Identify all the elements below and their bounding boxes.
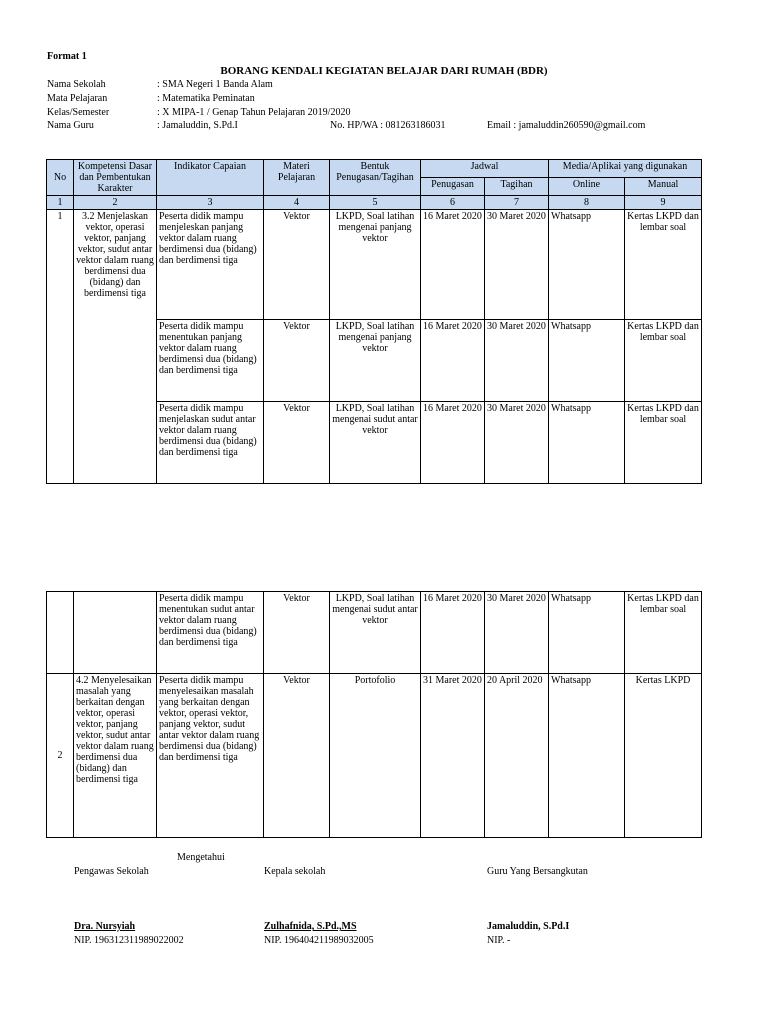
kepala-title: Kepala sekolah — [264, 866, 326, 877]
row-indikator: Peserta didik mampu menentukan sudut antar vektor dalam ruang berdimensi dua (bidang) dan berdimensi tiga — [157, 592, 264, 674]
format-label: Format 1 — [47, 51, 87, 62]
row-materi: Vektor — [264, 320, 330, 402]
row-bentuk: LKPD, Soal latihan mengenai panjang vektor — [330, 320, 421, 402]
row-indikator: Peserta didik mampu menentukan panjang vektor dalam ruang berdimensi dua (bidang) dan berdimensi tiga — [157, 320, 264, 402]
header-no: No — [47, 160, 74, 196]
school-value: : SMA Negeri 1 Banda Alam — [157, 79, 273, 90]
table-row — [47, 592, 702, 674]
row-penugasan: 16 Maret 2020 — [421, 320, 485, 402]
row-penugasan: 31 Maret 2020 — [421, 674, 485, 838]
teacher-phone: No. HP/WA : 081263186031 — [330, 120, 446, 131]
table-row — [47, 674, 702, 838]
header-online: Online — [549, 178, 625, 196]
row-indikator: Peserta didik mampu menjelaskan sudut antar vektor dalam ruang berdimensi dua (bidang) dan berdimensi tiga — [157, 402, 264, 484]
header-penugasan: Penugasan — [421, 178, 485, 196]
header-indikator: Indikator Capaian — [157, 160, 264, 196]
row-manual: Kertas LKPD dan lembar soal — [625, 320, 702, 402]
col-num-1: 1 — [47, 196, 74, 210]
col-num-9: 9 — [625, 196, 702, 210]
row-kd: 4.2 Menyelesaikan masalah yang berkaitan dengan vektor, operasi vektor, panjang vektor, sudut antar vektor dalam ruang berdimensi dua (bidang) dan berdimensi tiga — [74, 674, 157, 838]
row-online: Whatsapp — [549, 674, 625, 838]
row-materi: Vektor — [264, 592, 330, 674]
row-bentuk: Portofolio — [330, 674, 421, 838]
row-tagihan: 30 Maret 2020 — [485, 320, 549, 402]
header-media: Media/Aplikai yang digunakan — [549, 160, 702, 178]
header-materi: Materi Pelajaran — [264, 160, 330, 196]
row-online: Whatsapp — [549, 402, 625, 484]
col-num-3: 3 — [157, 196, 264, 210]
header-jadwal: Jadwal — [421, 160, 549, 178]
pengawas-nip: NIP. 196312311989022002 — [74, 935, 184, 946]
col-num-7: 7 — [485, 196, 549, 210]
row-penugasan: 16 Maret 2020 — [421, 592, 485, 674]
row-bentuk: LKPD, Soal latihan mengenai sudut antar vektor — [330, 402, 421, 484]
header-tagihan: Tagihan — [485, 178, 549, 196]
row-bentuk: LKPD, Soal latihan mengenai sudut antar vektor — [330, 592, 421, 674]
header-bentuk: Bentuk Penugasan/Tagihan — [330, 160, 421, 196]
header-manual: Manual — [625, 178, 702, 196]
row-no: 2 — [47, 674, 74, 838]
row-tagihan: 30 Maret 2020 — [485, 210, 549, 320]
row-kd — [74, 592, 157, 674]
row-tagihan: 30 Maret 2020 — [485, 592, 549, 674]
page-title: BORANG KENDALI KEGIATAN BELAJAR DARI RUMAH (BDR) — [220, 65, 548, 77]
pengawas-title: Pengawas Sekolah — [74, 866, 149, 877]
teacher-label: Nama Guru — [47, 120, 94, 131]
col-num-4: 4 — [264, 196, 330, 210]
teacher-value: : Jamaluddin, S.Pd.I — [157, 120, 238, 131]
guru-name: Jamaluddin, S.Pd.I — [487, 921, 570, 932]
row-materi: Vektor — [264, 674, 330, 838]
row-manual: Kertas LKPD dan lembar soal — [625, 210, 702, 320]
kepala-name: Zulhafnida, S.Pd.,MS — [264, 921, 357, 932]
guru-title: Guru Yang Bersangkutan — [487, 866, 588, 877]
row-no: 1 — [47, 210, 74, 484]
row-manual: Kertas LKPD dan lembar soal — [625, 402, 702, 484]
subject-value: : Matematika Peminatan — [157, 93, 255, 104]
col-num-6: 6 — [421, 196, 485, 210]
col-num-5: 5 — [330, 196, 421, 210]
row-no — [47, 592, 74, 674]
row-indikator: Peserta didik mampu menyelesaikan masalah yang berkaitan dengan vektor, operasi vektor, panjang vektor, sudut antar vektor dalam ruang berdimensi dua (bidang) dan berdimensi tiga — [157, 674, 264, 838]
col-num-2: 2 — [74, 196, 157, 210]
row-bentuk: LKPD, Soal latihan mengenai panjang vektor — [330, 210, 421, 320]
table-row — [47, 210, 702, 320]
subject-label: Mata Pelajaran — [47, 93, 108, 104]
mengetahui-label: Mengetahui — [177, 852, 225, 863]
teacher-email: Email : jamaluddin260590@gmail.com — [487, 120, 646, 131]
row-tagihan: 20 April 2020 — [485, 674, 549, 838]
pengawas-name: Dra. Nursyiah — [74, 921, 136, 932]
row-kd: 3.2 Menjelaskan vektor, operasi vektor, panjang vektor, sudut antar vektor dalam ruang berdimensi dua (bidang) dan berdimensi tiga — [74, 210, 157, 484]
row-penugasan: 16 Maret 2020 — [421, 210, 485, 320]
row-penugasan: 16 Maret 2020 — [421, 402, 485, 484]
row-online: Whatsapp — [549, 592, 625, 674]
row-online: Whatsapp — [549, 320, 625, 402]
row-manual: Kertas LKPD dan lembar soal — [625, 592, 702, 674]
class-value: : X MIPA-1 / Genap Tahun Pelajaran 2019/2020 — [157, 107, 351, 118]
row-tagihan: 30 Maret 2020 — [485, 402, 549, 484]
row-materi: Vektor — [264, 402, 330, 484]
kepala-nip: NIP. 196404211989032005 — [264, 935, 374, 946]
control-table-2 — [46, 591, 702, 838]
col-num-8: 8 — [549, 196, 625, 210]
row-manual: Kertas LKPD — [625, 674, 702, 838]
header-kd: Kompetensi Dasar dan Pembentukan Karakter — [74, 160, 157, 196]
row-materi: Vektor — [264, 210, 330, 320]
class-label: Kelas/Semester — [47, 107, 110, 118]
school-label: Nama Sekolah — [47, 79, 106, 90]
guru-nip: NIP. - — [487, 935, 511, 946]
control-table-1 — [46, 159, 702, 484]
row-online: Whatsapp — [549, 210, 625, 320]
row-indikator: Peserta didik mampu menjeleskan panjang vektor dalam ruang berdimensi dua (bidang) dan berdimensi tiga — [157, 210, 264, 320]
